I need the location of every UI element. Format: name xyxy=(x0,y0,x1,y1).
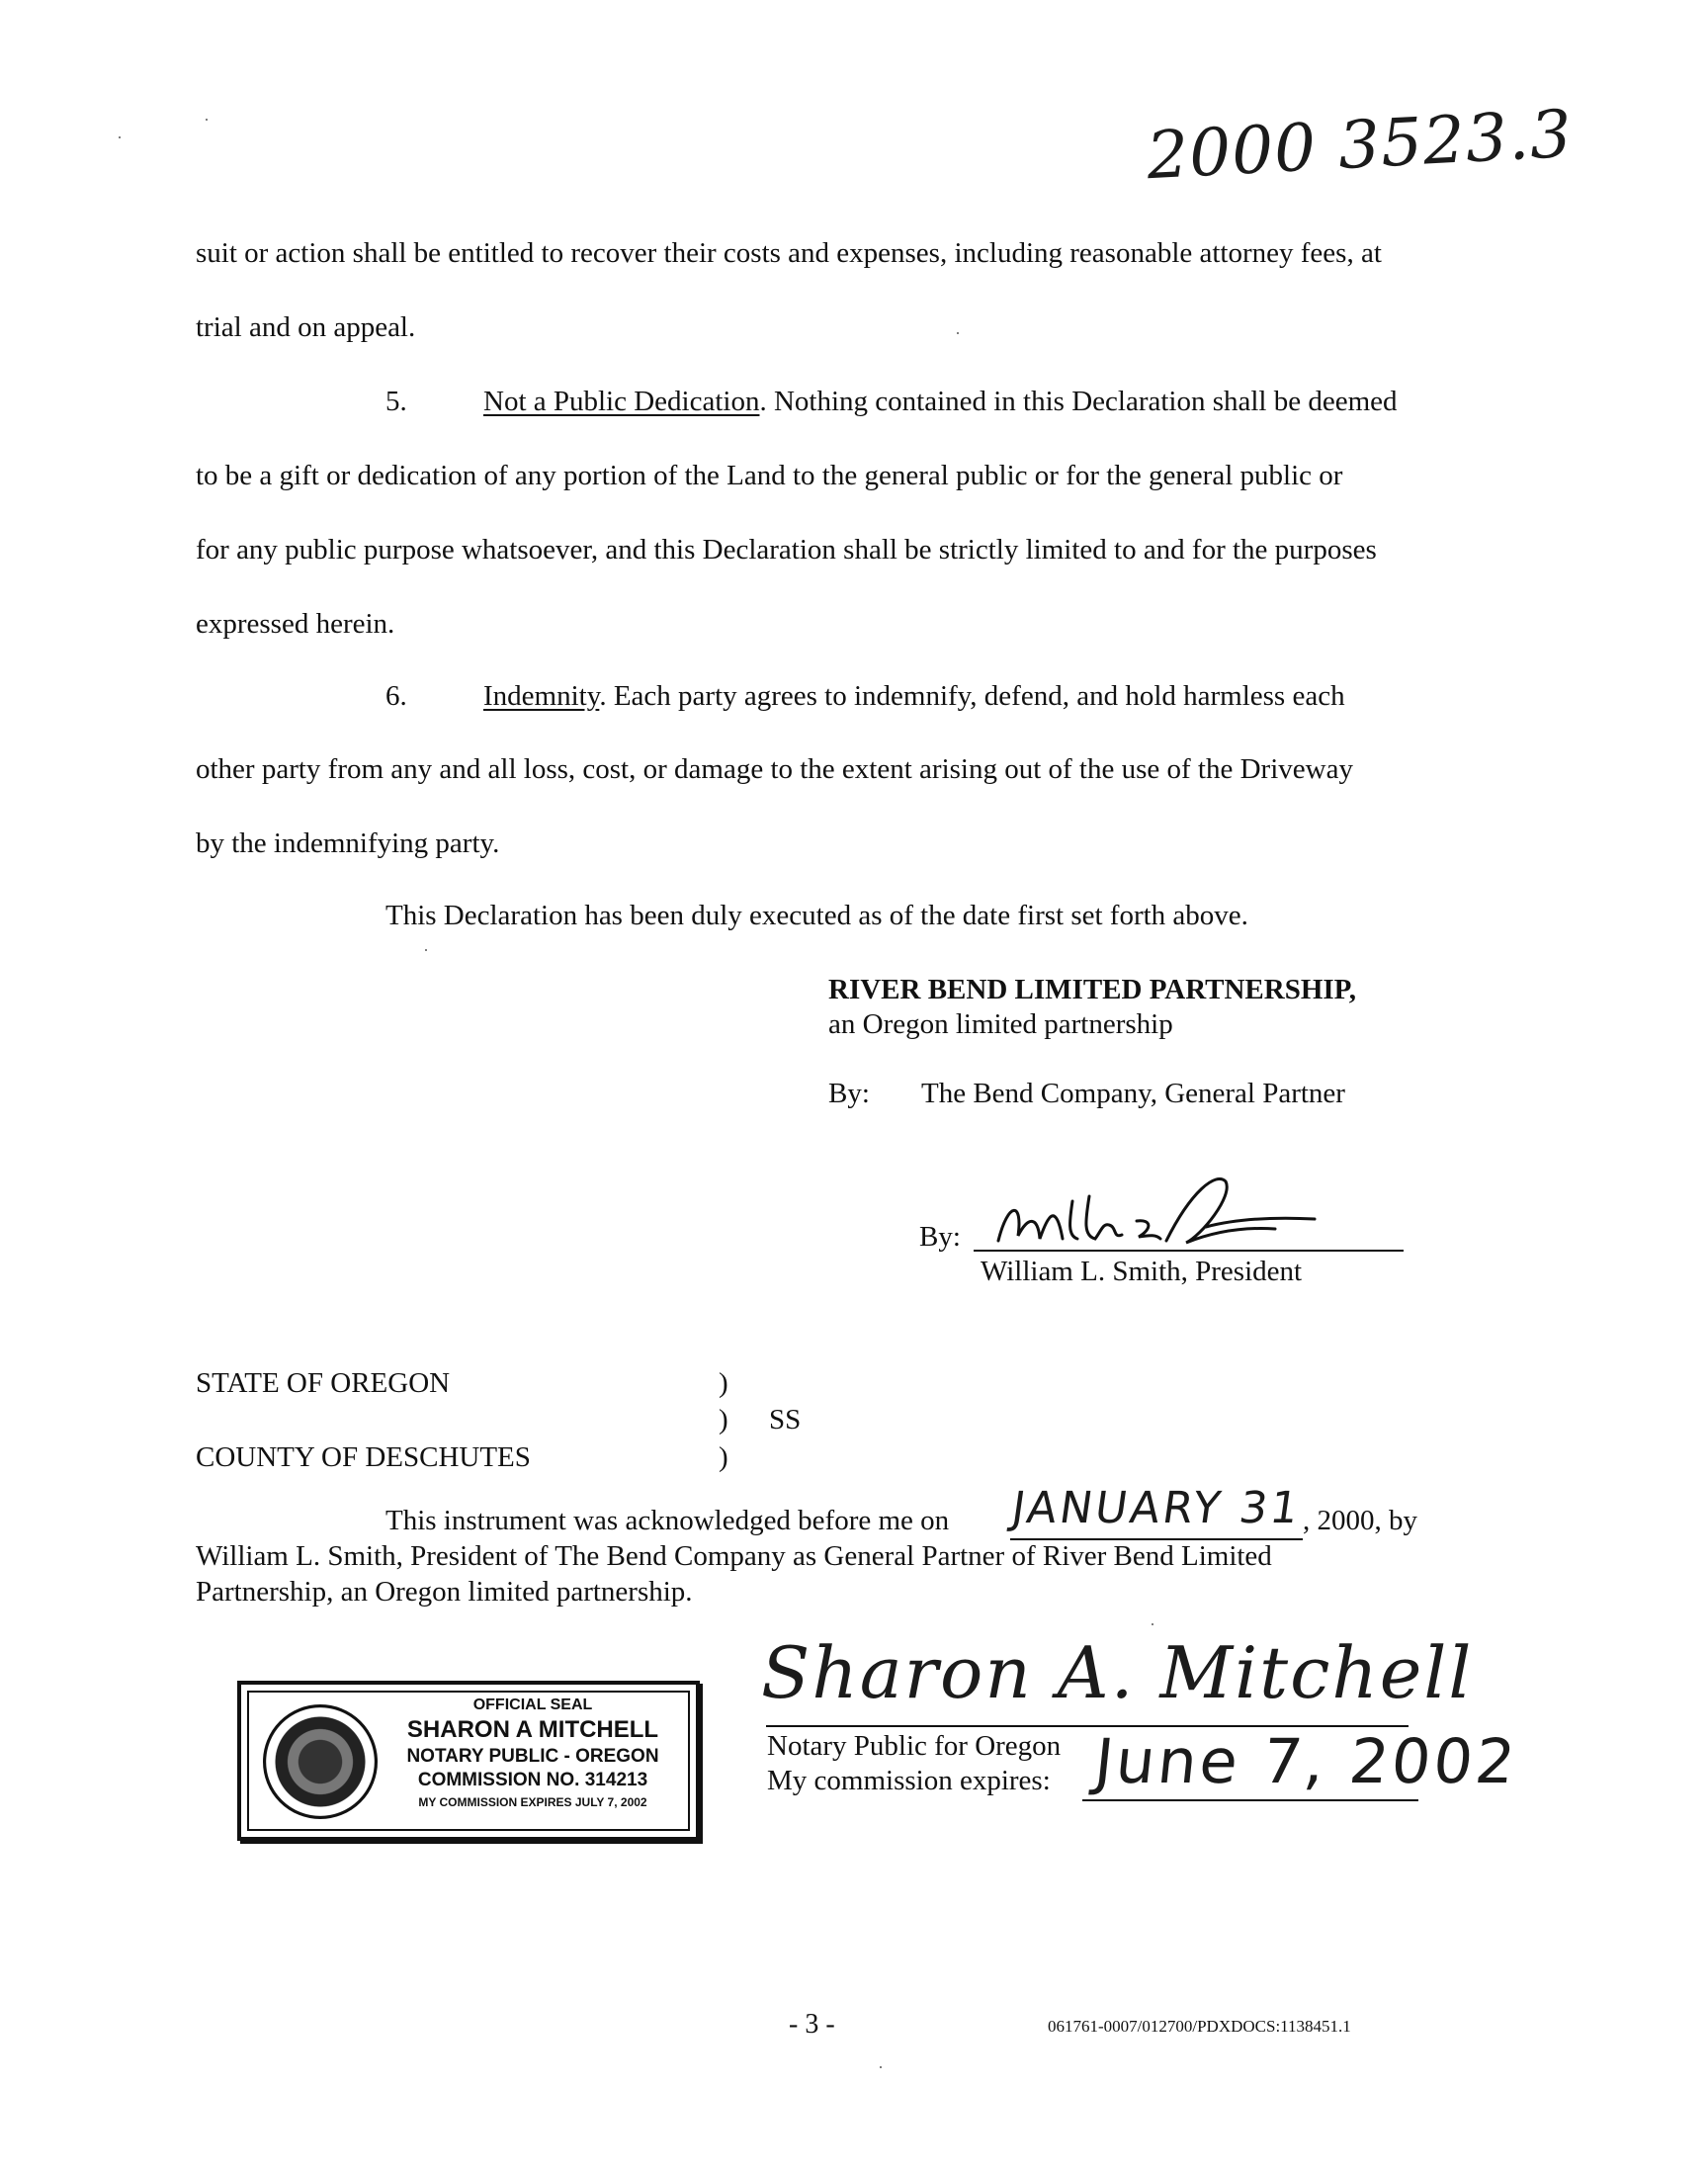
entity-description: an Oregon limited partnership xyxy=(828,1008,1173,1040)
section-heading: Not a Public Dedication xyxy=(483,386,760,417)
paragraph-line: for any public purpose whatsoever, and this Declaration shall be strictly limited to and for the purposes xyxy=(196,534,1377,566)
execution-statement: This Declaration has been duly executed as of the date first set forth above. xyxy=(385,900,1248,931)
venue-paren: ) xyxy=(719,1367,728,1399)
by-label-2: By: xyxy=(919,1221,961,1253)
paragraph-line: trial and on appeal. xyxy=(196,311,416,343)
signatory-name: William L. Smith, President xyxy=(981,1256,1303,1287)
section-number: 6. xyxy=(385,680,407,712)
stamp-text: COMMISSION NO. 314213 xyxy=(417,1770,648,1790)
paragraph-line: expressed herein. xyxy=(196,608,395,640)
acknowledgment-line: Partnership, an Oregon limited partnership. xyxy=(196,1576,693,1608)
commission-date-handwritten: June 7, 2002 xyxy=(1091,1725,1522,1797)
document-id: 061761-0007/012700/PDXDOCS:1138451.1 xyxy=(1048,2017,1351,2036)
venue-ss: SS xyxy=(769,1404,802,1436)
handwritten-recording-number: 2000 3523.3 xyxy=(1145,95,1575,195)
entity-name: RIVER BEND LIMITED PARTNERSHIP, xyxy=(828,974,1356,1005)
ack-date-handwritten: JANUARY 31 xyxy=(1008,1483,1305,1533)
scan-speck xyxy=(119,136,121,138)
scan-speck xyxy=(206,119,208,121)
notary-stamp xyxy=(237,1681,700,1841)
paragraph-line: to be a gift or dedication of any portion of the Land to the general public or for the general public or xyxy=(196,460,1343,491)
scan-speck xyxy=(957,332,959,334)
commission-label: My commission expires: xyxy=(767,1765,1051,1796)
stamp-text: OFFICIAL SEAL xyxy=(472,1696,593,1713)
general-partner: The Bend Company, General Partner xyxy=(921,1078,1345,1109)
venue-paren: ) xyxy=(719,1404,728,1436)
paragraph-line: other party from any and all loss, cost, or damage to the extent arising out of the use of the Driveway xyxy=(196,753,1353,785)
section-5-line xyxy=(483,386,1398,418)
notary-seal-icon xyxy=(263,1704,378,1819)
paragraph-line: suit or action shall be entitled to recover their costs and expenses, including reasonable attorney fees, at xyxy=(196,237,1382,269)
notary-signature: Sharon A. Mitchell xyxy=(761,1631,1474,1714)
venue-state: STATE OF OREGON xyxy=(196,1367,451,1399)
page-number: - 3 - xyxy=(789,2009,835,2040)
stamp-text: MY COMMISSION EXPIRES JULY 7, 2002 xyxy=(418,1795,647,1809)
venue-paren: ) xyxy=(719,1441,728,1473)
stamp-text: NOTARY PUBLIC - OREGON xyxy=(406,1746,659,1767)
venue-county: COUNTY OF DESCHUTES xyxy=(196,1441,531,1473)
section-text: . Each party agrees to indemnify, defend, and hold harmless each xyxy=(599,680,1345,712)
by-label: By: xyxy=(828,1078,870,1109)
scan-speck xyxy=(1152,1623,1153,1625)
section-text: . Nothing contained in this Declaration shall be deemed xyxy=(759,386,1398,417)
scan-speck xyxy=(880,2066,882,2068)
acknowledgment-year: , 2000, by xyxy=(1303,1505,1417,1536)
section-heading: Indemnity xyxy=(483,680,600,712)
commission-line xyxy=(1082,1799,1418,1801)
section-number: 5. xyxy=(385,386,407,417)
acknowledgment-line: William L. Smith, President of The Bend Company as General Partner of River Bend Limited xyxy=(196,1540,1272,1572)
section-6-line xyxy=(483,680,1345,713)
acknowledgment-prefix: This instrument was acknowledged before me on xyxy=(385,1505,950,1536)
scan-speck xyxy=(425,949,427,951)
signatory-signature xyxy=(979,1162,1374,1270)
notary-title: Notary Public for Oregon xyxy=(767,1730,1062,1762)
stamp-text: SHARON A MITCHELL xyxy=(406,1716,659,1743)
paragraph-line: by the indemnifying party. xyxy=(196,827,500,859)
